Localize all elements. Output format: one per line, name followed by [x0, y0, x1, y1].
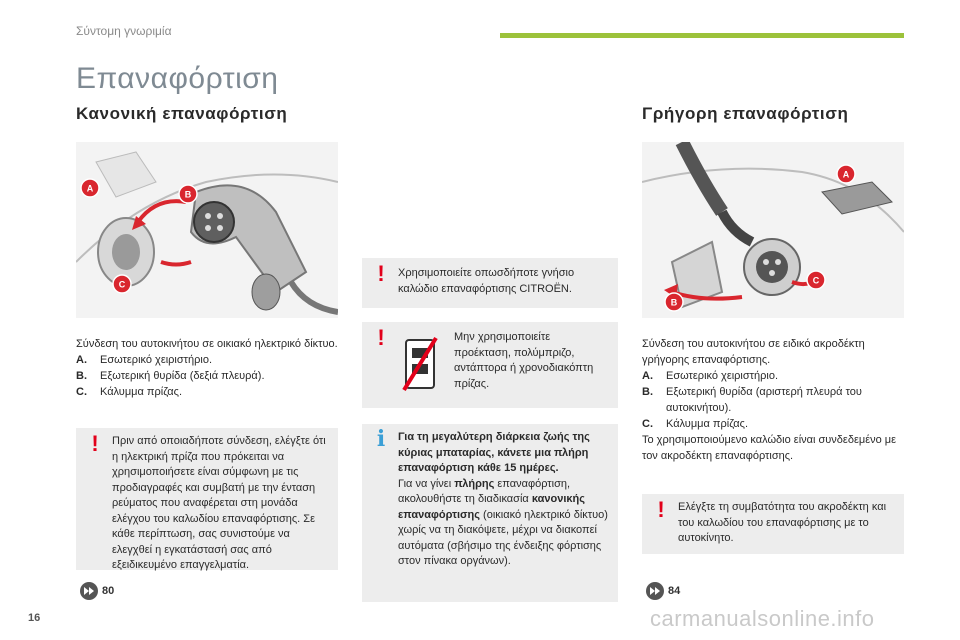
page-title: Επαναφόρτιση	[76, 62, 279, 95]
info-box-battery-life	[362, 424, 618, 602]
page-link-icon	[646, 582, 664, 600]
watermark: carmanualsonline.info	[650, 606, 875, 631]
callout-c: C	[118, 279, 126, 290]
list-item: B. Εξωτερική θυρίδα (αριστερή πλευρά του αυτοκινήτου).	[642, 386, 862, 414]
list-item: C. Κάλυμμα πρίζας.	[76, 386, 183, 398]
page-reference-84[interactable]: 84	[646, 582, 680, 600]
page-number: 16	[28, 612, 41, 624]
accent-bar	[500, 33, 904, 38]
warning-text: Μην χρησιμοποιείτε προέκταση, πολύμπριζο, αντάπτορα ή χρονοδιακόπτη πρίζας.	[454, 331, 594, 390]
list-item: C. Κάλυμμα πρίζας.	[642, 418, 749, 430]
warning-text: Πριν από οποιαδήποτε σύνδεση, ελέγξτε ότι η ηλεκτρική πρίζα που πρόκειται να χρησιμοποιήσετε είναι σύμφωνη με τις προδιαγραφές και συμβατή με την ένταση ρεύματος που αναφέρεται στη μονάδα ελέγχου του καλωδίου επαναφόρτισης. Σε κάθε περίπτωση, σας συνιστούμε να ελεγχθεί η εγκατάστασή σας από εξειδικευμένο επαγγελματία.	[112, 435, 326, 571]
list-item: A. Εσωτερικό χειριστήριο.	[642, 370, 778, 382]
fast-charging-illustration	[642, 142, 904, 318]
fast-charging-description	[642, 336, 904, 464]
warning-box-genuine-cable	[362, 258, 618, 308]
warning-icon: !	[377, 325, 385, 350]
warning-text: Χρησιμοποιείτε οπωσδήποτε γνήσιο καλώδιο επαναφόρτισης CITROËN.	[398, 267, 575, 295]
normal-charging-description	[76, 336, 338, 400]
warning-icon: !	[91, 431, 99, 456]
intro-text: Σύνδεση του αυτοκινήτου σε οικιακό ηλεκτρικό δίκτυο.	[76, 338, 338, 350]
warning-box-compatibility	[642, 494, 904, 554]
warning-box-outlet	[76, 428, 338, 570]
callout-c: C	[812, 275, 820, 286]
section-header: Σύντομη γνωριμία	[76, 24, 172, 38]
page-reference-80[interactable]: 80	[80, 582, 114, 600]
fast-charging-title: Γρήγορη επαναφόρτιση	[642, 104, 849, 123]
info-icon: i	[376, 426, 386, 452]
list-item: B. Εξωτερική θυρίδα (δεξιά πλευρά).	[76, 370, 265, 382]
outro-text: Το χρησιμοποιούμενο καλώδιο είναι συνδεδεμένο με τον ακροδέκτη επαναφόρτισης.	[642, 434, 897, 462]
intro-text: Σύνδεση του αυτοκινήτου σε ειδικό ακροδέκτη γρήγορης επαναφόρτισης.	[642, 338, 865, 366]
warning-icon: !	[377, 261, 385, 286]
callout-a: A	[842, 169, 850, 180]
warning-icon: !	[657, 497, 665, 522]
callout-b: B	[670, 297, 678, 308]
info-text: Για τη μεγαλύτερη διάρκεια ζωής της κύριας μπαταρίας, κάνετε μια πλήρη επαναφόρτιση κάθε 15 ημέρες. Για να γίνει πλήρης επαναφόρτιση, ακολουθήστε τη διαδικασία κανονικής επαναφόρτισης (οικιακό ηλεκτρικό δίκτυο) χωρίς να τη διακόψετε, μέχρι να διακοπεί αυτόματα (σβήσιμο της ένδειξης φόρτισης στον πίνακα οργάνων).	[398, 431, 608, 567]
warning-box-no-extension	[362, 322, 618, 408]
page-link-icon	[80, 582, 98, 600]
callout-a: A	[86, 183, 94, 194]
warning-text: Ελέγξτε τη συμβατότητα του ακροδέκτη και του καλωδίου του επαναφόρτισης με το αυτοκίνητο.	[678, 501, 887, 544]
callout-b: B	[184, 189, 192, 200]
normal-charging-title: Κανονική επαναφόρτιση	[76, 104, 288, 123]
no-extension-icon	[400, 334, 440, 394]
normal-charging-illustration	[76, 142, 338, 318]
list-item: A. Εσωτερικό χειριστήριο.	[76, 354, 212, 366]
